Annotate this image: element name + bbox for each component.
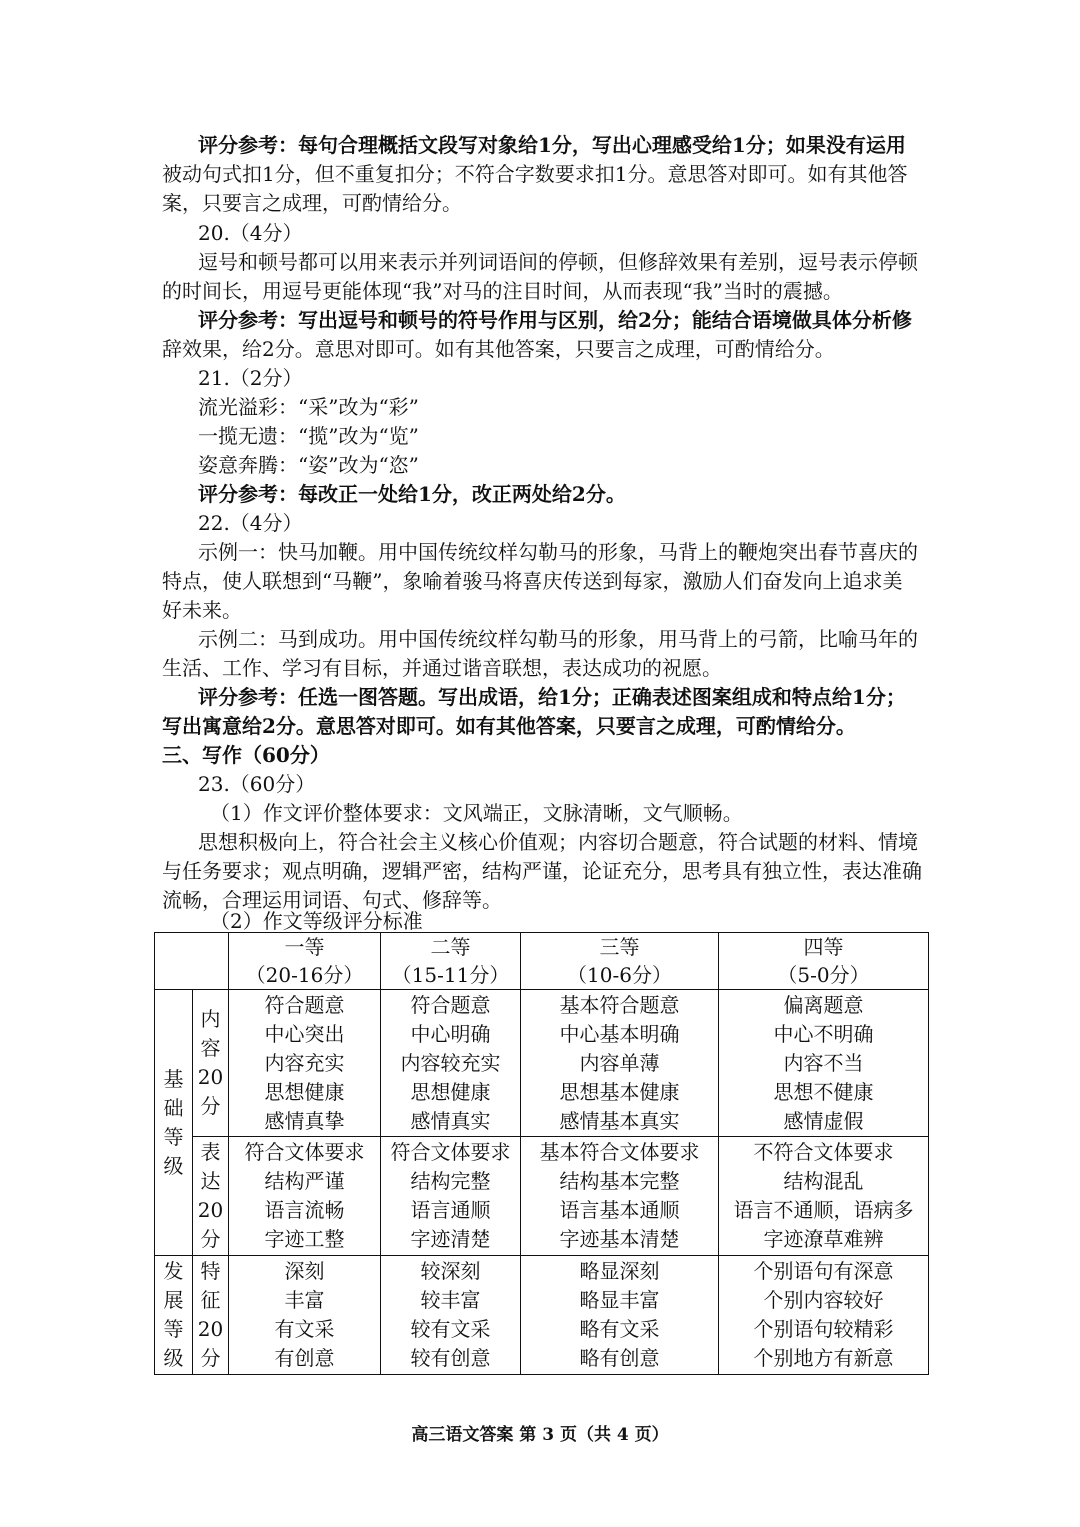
q20-answer-line-1: 逗号和顿号都可以用来表示并列词语间的停顿，但修辞效果有差别，逗号表示停顿 [198,250,918,274]
grade-range: （15-11分） [391,963,510,987]
criterion: 基本符合文体要求 [539,1140,700,1164]
criterion: 较丰富 [420,1288,481,1312]
q23-grading-standard-title: （2）作文等级评分标准 [210,909,423,933]
criterion: 个别地方有新意 [753,1346,894,1370]
content-grade-2 [381,990,521,1137]
q22-example1-line-2: 特点，使人联想到“马鞭”，象喻着骏马将喜庆传送到每家，激励人们奋发向上追求美 [162,569,903,593]
criterion: 感情真挚 [264,1108,345,1133]
label-char: 分 [200,1094,221,1118]
criterion: 略显深刻 [579,1259,660,1283]
header-grade-2 [381,933,521,990]
criterion: 有创意 [274,1346,335,1370]
criterion: 中心不明确 [773,1021,874,1046]
q21-scoring: 评分参考：每改正一处给1分，改正两处给2分。 [198,482,626,506]
criterion: 感情虚假 [783,1108,864,1133]
criterion: 思想基本健康 [559,1079,680,1104]
expression-grade-2 [381,1137,521,1256]
header-grade-1 [229,933,381,990]
criterion: 思想健康 [410,1079,491,1104]
label-char: 达 [200,1169,221,1193]
criterion: 感情真实 [410,1108,491,1133]
feature-grade-2 [381,1256,521,1375]
page-footer: 高三语文答案 第 3 页（共 4 页） [411,1425,669,1445]
content-grade-3 [521,990,719,1137]
criterion: 内容充实 [264,1050,345,1075]
label-char: 特 [200,1259,221,1283]
content-grade-4 [719,990,929,1137]
expression-label [193,1137,229,1256]
grade-label: 一等 [284,935,325,959]
criterion: 内容单薄 [579,1050,660,1075]
table-row-development [155,1256,929,1375]
criterion: 较深刻 [420,1259,481,1283]
q21-correction-2: 一揽无遗：“揽”改为“览” [198,424,419,448]
header-blank-cell [155,933,229,990]
q23-heading: 23.（60分） [198,772,316,796]
label-char: 级 [163,1346,184,1370]
development-level-label [155,1256,193,1375]
criterion: 内容较充实 [400,1050,501,1075]
criterion: 基本符合题意 [559,992,680,1017]
q22-scoring-line-1: 评分参考：任选一图答题。写出成语，给1分；正确表述图案组成和特点给1分； [198,685,906,709]
expression-grade-1 [229,1137,381,1256]
criterion: 符合题意 [264,992,345,1017]
q20-heading: 20.（4分） [198,221,303,245]
criterion: 语言流畅 [264,1198,345,1222]
criterion: 字迹潦草难辨 [763,1227,884,1251]
grade-label: 二等 [430,935,471,959]
q22-heading: 22.（4分） [198,511,303,535]
criterion: 结构混乱 [783,1169,864,1193]
grade-range: （10-6分） [567,963,672,987]
feature-grade-4 [719,1256,929,1375]
label-char: 20 [197,1065,224,1089]
criterion: 符合文体要求 [244,1140,365,1164]
q20-answer-line-2: 的时间长，用逗号更能体现“我”对马的注目时间，从而表现“我”当时的震撼。 [162,279,843,303]
table-header-row [155,933,929,990]
criterion: 略有文采 [579,1317,660,1341]
criterion: 较有创意 [410,1346,491,1370]
label-char: 表 [200,1140,221,1164]
q23-requirement-line-3: 流畅，合理运用词语、句式、修辞等。 [162,888,502,912]
q21-heading: 21.（2分） [198,366,303,390]
content-grade-1 [229,990,381,1137]
criterion: 结构严谨 [264,1169,345,1193]
criterion: 思想健康 [264,1079,345,1104]
criterion: 个别内容较好 [763,1288,884,1312]
q20-scoring-line-2: 辞效果，给2分。意思对即可。如有其他答案，只要言之成理，可酌情给分。 [162,337,835,361]
label-char: 础 [163,1095,184,1120]
header-grade-4 [719,933,929,990]
criterion: 语言基本通顺 [559,1198,680,1222]
q23-overall-requirement: （1）作文评价整体要求：文风端正，文脉清晰，文气顺畅。 [210,801,743,825]
criterion: 符合题意 [410,992,491,1017]
label-char: 征 [200,1288,221,1312]
header-grade-3 [521,933,719,990]
criterion: 语言不通顺，语病多 [733,1198,914,1222]
criterion: 不符合文体要求 [753,1140,894,1164]
content-label [193,990,229,1137]
label-char: 容 [200,1036,221,1060]
grade-label: 三等 [599,935,640,959]
label-char: 发 [163,1259,184,1283]
q22-scoring-line-2: 写出寓意给2分。意思答对即可。如有其他答案，只要言之成理，可酌情给分。 [162,714,856,738]
label-char: 20 [197,1198,224,1222]
criterion: 字迹基本清楚 [559,1227,680,1251]
label-char: 内 [200,1007,221,1031]
criterion: 深刻 [284,1259,325,1283]
criterion: 结构完整 [410,1169,491,1193]
criterion: 字迹清楚 [410,1227,491,1251]
criterion: 思想不健康 [773,1079,874,1104]
q23-requirement-line-1: 思想积极向上，符合社会主义核心价值观；内容切合题意，符合试题的材料、情境 [198,830,918,854]
criterion: 中心突出 [264,1021,345,1046]
grade-range: （5-0分） [777,963,870,987]
criterion: 有文采 [274,1317,335,1341]
q19-scoring-line-3: 案，只要言之成理，可酌情给分。 [162,191,462,215]
q22-example1-line-3: 好未来。 [162,598,242,622]
essay-grading-table [154,932,929,1375]
criterion: 丰富 [284,1288,325,1312]
label-char: 级 [163,1153,184,1178]
criterion: 略显丰富 [579,1288,660,1312]
criterion: 语言通顺 [410,1198,491,1222]
basic-level-label [155,990,193,1256]
grade-range: （20-16分） [245,963,364,987]
label-char: 等 [163,1317,184,1341]
criterion: 符合文体要求 [390,1140,511,1164]
label-char: 分 [200,1227,221,1251]
criterion: 中心明确 [410,1021,491,1046]
feature-grade-1 [229,1256,381,1375]
expression-grade-3 [521,1137,719,1256]
criterion: 字迹工整 [264,1227,345,1251]
q19-scoring-line-1: 评分参考：每句合理概括文段写对象给1分，写出心理感受给1分；如果没有运用 [198,133,906,157]
q19-scoring-line-2: 被动句式扣1分，但不重复扣分；不符合字数要求扣1分。意思答对即可。如有其他答 [162,162,908,186]
q22-example2-line-1: 示例二：马到成功。用中国传统纹样勾勒马的形象，用马背上的弓箭，比喻马年的 [198,627,918,651]
criterion: 偏离题意 [783,992,864,1017]
label-char: 等 [163,1124,184,1149]
feature-grade-3 [521,1256,719,1375]
feature-label [193,1256,229,1375]
expression-grade-4 [719,1137,929,1256]
q22-example2-line-2: 生活、工作、学习有目标，并通过谐音联想，表达成功的祝愿。 [162,656,722,680]
label-char: 基 [163,1066,184,1091]
criterion: 中心基本明确 [559,1021,680,1046]
q20-scoring-line-1: 评分参考：写出逗号和顿号的符号作用与区别，给2分；能结合语境做具体分析修 [198,308,912,332]
criterion: 略有创意 [579,1346,660,1370]
criterion: 内容不当 [783,1050,864,1075]
table-row-content [155,990,929,1137]
criterion: 个别语句有深意 [753,1259,894,1283]
section-writing-heading: 三、写作（60分） [162,743,330,767]
grade-label: 四等 [803,935,844,959]
label-char: 展 [163,1288,184,1312]
criterion: 较有文采 [410,1317,491,1341]
q21-correction-3: 姿意奔腾：“姿”改为“恣” [198,453,419,477]
q22-example1-line-1: 示例一：快马加鞭。用中国传统纹样勾勒马的形象，马背上的鞭炮突出春节喜庆的 [198,540,918,564]
label-char: 分 [200,1346,221,1370]
label-char: 20 [197,1317,224,1341]
criterion: 感情基本真实 [559,1108,680,1133]
criterion: 结构基本完整 [559,1169,680,1193]
q21-correction-1: 流光溢彩：“采”改为“彩” [198,395,419,419]
table-row-expression [155,1137,929,1256]
q23-requirement-line-2: 与任务要求；观点明确，逻辑严密，结构严谨，论证充分，思考具有独立性，表达准确 [162,859,922,883]
criterion: 个别语句较精彩 [753,1317,894,1341]
